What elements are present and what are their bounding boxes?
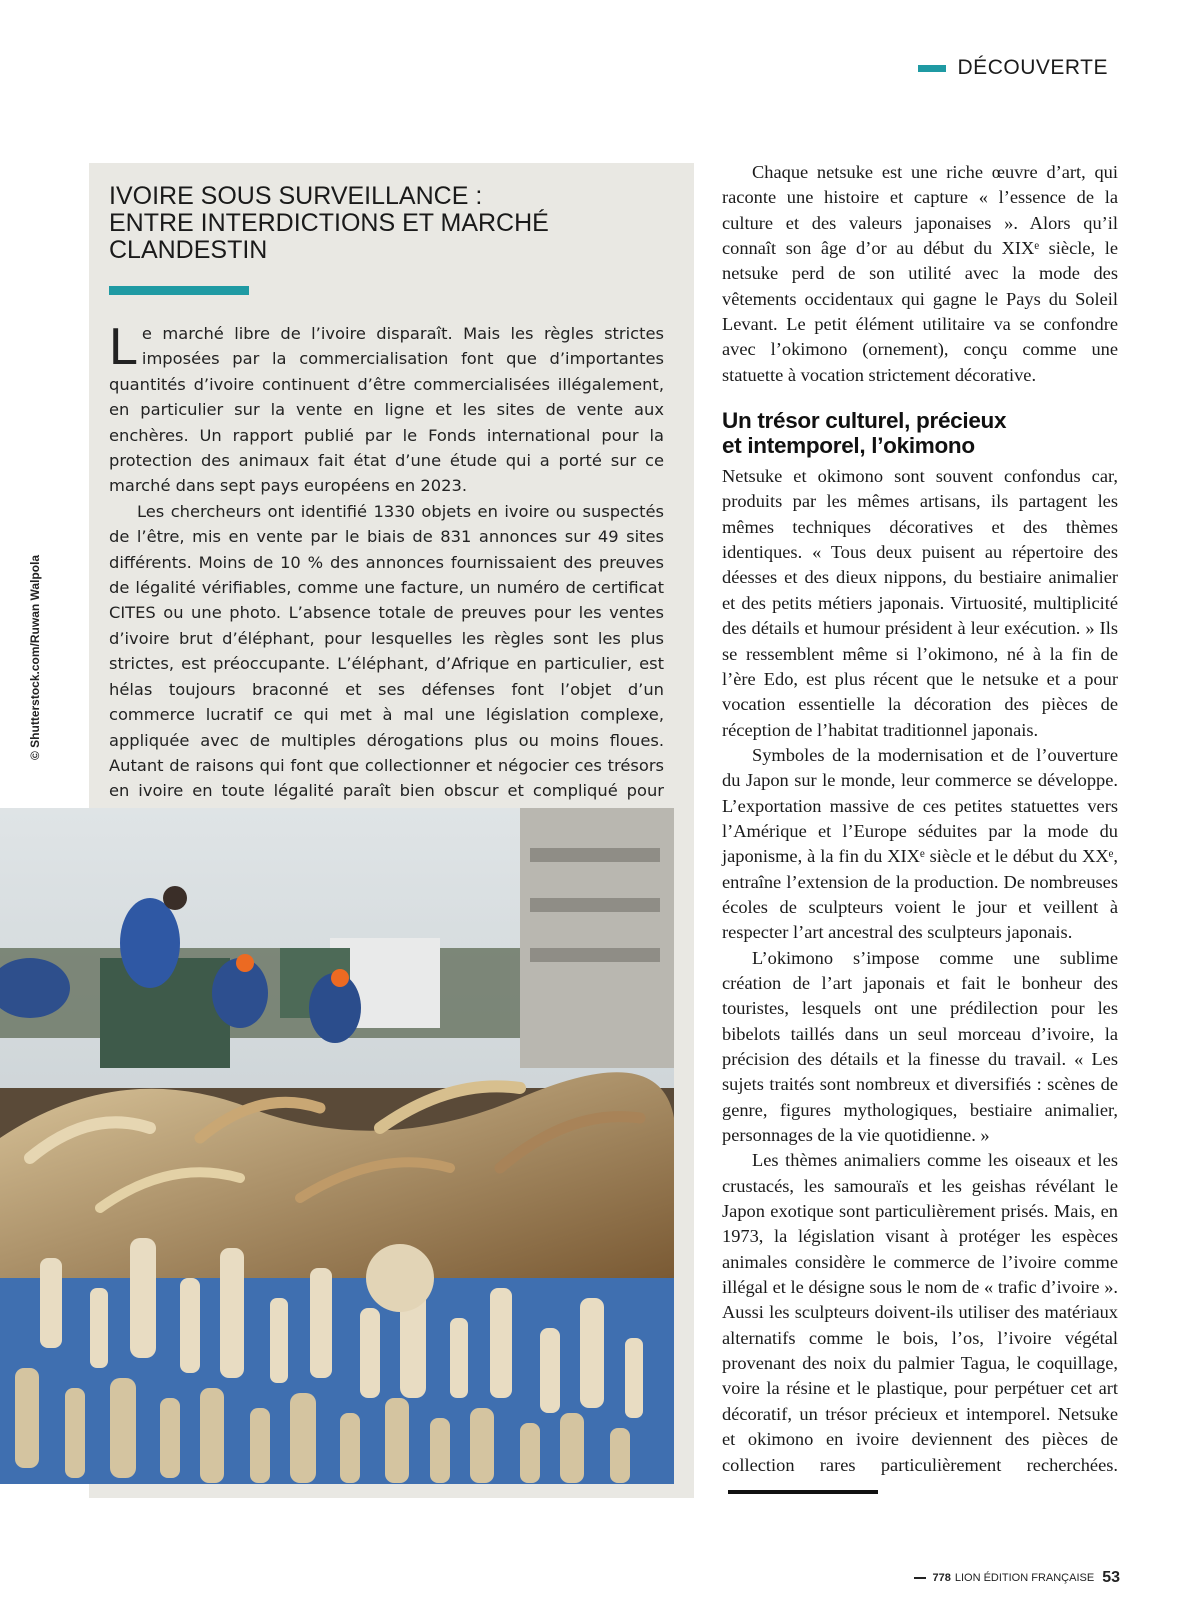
- dropcap: L: [109, 318, 138, 376]
- main-article: [722, 160, 1118, 1503]
- intro-text-end: siècle, le netsuke perd de son utilité avec la mode des vêtements occidentaux qui gagne le Pays du Soleil Levant. Le petit élément utilitaire va se confondre avec l’okimono (ornement), conçu comme une statuette à vocation strictement décorative.: [722, 238, 1118, 385]
- section-tag: [918, 56, 1108, 80]
- intro-text: Chaque netsuke est une riche œuvre d’art, qui raconte une histoire et capture « l’essence de la culture et des valeurs japonaises ». Alors qu’il connaît son âge d’or au début du: [722, 162, 1118, 259]
- sidebar-title: [109, 183, 664, 264]
- sidebar-text: [109, 318, 664, 829]
- body-paragraph: [722, 1148, 1118, 1503]
- century-numeral: XIXᵉ: [1001, 238, 1040, 259]
- ivory-seizure-photo: [0, 808, 674, 1484]
- century-numeral: XXᵉ: [1082, 846, 1114, 867]
- page-number: 53: [1102, 1569, 1120, 1586]
- section-label: DÉCOUVERTE: [957, 56, 1108, 79]
- body-text: Symboles de la modernisation et de l’ouverture du Japon sur le monde, leur commerce se développe. L’exportation massive de ces petites statuettes vers l’Amérique et l’Europe séduites par la mode du japonisme, à la fin du: [722, 744, 1118, 867]
- ivory-seizure-illustration: [0, 808, 674, 1484]
- section-heading-line: et intemporel, l’okimono: [722, 433, 975, 459]
- sidebar-title-line: CLANDESTIN: [109, 236, 268, 264]
- section-accent-bar: [918, 65, 946, 72]
- century-numeral: XIXᵉ: [887, 846, 925, 867]
- section-heading-line: Un trésor culturel, précieux: [722, 408, 1007, 434]
- sidebar-title-line: ENTRE INTERDICTIONS ET MARCHÉ: [109, 209, 549, 237]
- section-heading: [722, 408, 1118, 458]
- body-paragraph: Netsuke et okimono sont souvent confondus car, produits par les mêmes artisans, ils partagent les mêmes techniques décoratives et des thèmes identiques. « Tous deux puisent au répertoire des déesses et des dieux nippons, du bestiaire animalier et des petits métiers japonais. Virtuosité, multiplicité des détails et humour président à leur exécution. » Ils se ressemblent même si l’okimono, né à la fin de l’ère Edo, est plus récent que le netsuke et a pour vocation essentielle la décoration des pièces de réception de l’habitat traditionnel japonais.: [722, 466, 1118, 740]
- end-of-article-rule: [728, 1490, 878, 1494]
- sidebar-paragraph: Les chercheurs ont identifié 1330 objets en ivoire ou suspectés de l’être, mis en vente par le biais de 831 annonces sur 49 sites différents. Moins de 10 % des annonces fournissaient des preuves de légalité vérifiables, comme une facture, un numéro de certificat CITES ou une photo. L’absence totale de preuves pour les ventes d’ivoire brut d’éléphant, pour lesquelles les règles sont les plus strictes, est préoccupante. L’éléphant, d’Afrique en particulier, est hélas toujours braconné et ses défenses font l’objet d’un commerce lucratif ce qui met à mal une législation complexe, appliquée avec de multiples dérogations plus ou moins floues. Autant de raisons qui font que collectionner et négocier ces trésors en ivoire en toute légalité paraît bien obscur et compliqué pour: [109, 501, 664, 801]
- publication-name: LION ÉDITION FRANÇAISE: [954, 1572, 1095, 1584]
- sidebar-title-line: IVOIRE SOUS SURVEILLANCE :: [109, 182, 483, 210]
- body-paragraph: L’okimono s’impose comme une sublime création de l’art japonais et fait le bonheur des touristes, lesquels ont une prédilection pour les bibelots taillés dans un seul morceau d’ivoire, la précision des détails et la finesse du travail. « Les sujets traités sont nombreux et diversifiés : scènes de genre, figures mythologiques, bestiaire animalier, personnages de la vie quotidienne. »: [722, 947, 1118, 1146]
- body-text: Les thèmes animaliers comme les oiseaux et les crustacés, les samouraïs et les geishas révélant le Japon exotique sont particulièrement prisés. Mais, en 1973, la législation visant à protéger les espèces animales considère le commerce de l’ivoire comme illégal et le désigne sous le nom de « trafic d’ivoire ». Aussi les sculpteurs doivent-ils utiliser des matériaux alternatifs comme le bois, l’os, l’ivoire végétal provenant des noix du palmier Tagua, le coquillage, voire la résine et le plastique, pour perpétuer cet art décoratif, un trésor précieux et intemporel. Netsuke et okimono en ivoire deviennent des pièces de collection rares particulièrement recherchées.: [722, 1150, 1118, 1475]
- body-text: , entraîne l’extension de la production. De nombreuses écoles de sculpteurs voient le jour et veillent à respecter l’art ancestral des sculpteurs japonais.: [722, 846, 1118, 943]
- body-text: siècle et le début du: [924, 846, 1083, 867]
- sidebar-paragraph-text: e marché libre de l’ivoire disparaît. Mais les règles strictes imposées par la commercialisation font que d’importantes quantités d’ivoire continuent d’être commercialisées illégalement, en particulier sur la vente en ligne et les sites de vente aux enchères. Un rapport publié par le Fonds international pour la protection des animaux fait état d’une étude qui a porté sur ce marché dans sept pays européens en 2023.: [109, 324, 664, 496]
- sidebar-paragraph: [109, 318, 664, 499]
- issue-number: 778: [932, 1572, 951, 1584]
- intro-paragraph: [722, 160, 1118, 388]
- photo-credit: © Shutterstock.com/Ruwan Walpola: [28, 554, 42, 760]
- body-paragraph: [722, 743, 1118, 946]
- footer-rule: [914, 1577, 926, 1579]
- sidebar-accent-rule: [109, 286, 249, 295]
- page-footer: [914, 1569, 1120, 1587]
